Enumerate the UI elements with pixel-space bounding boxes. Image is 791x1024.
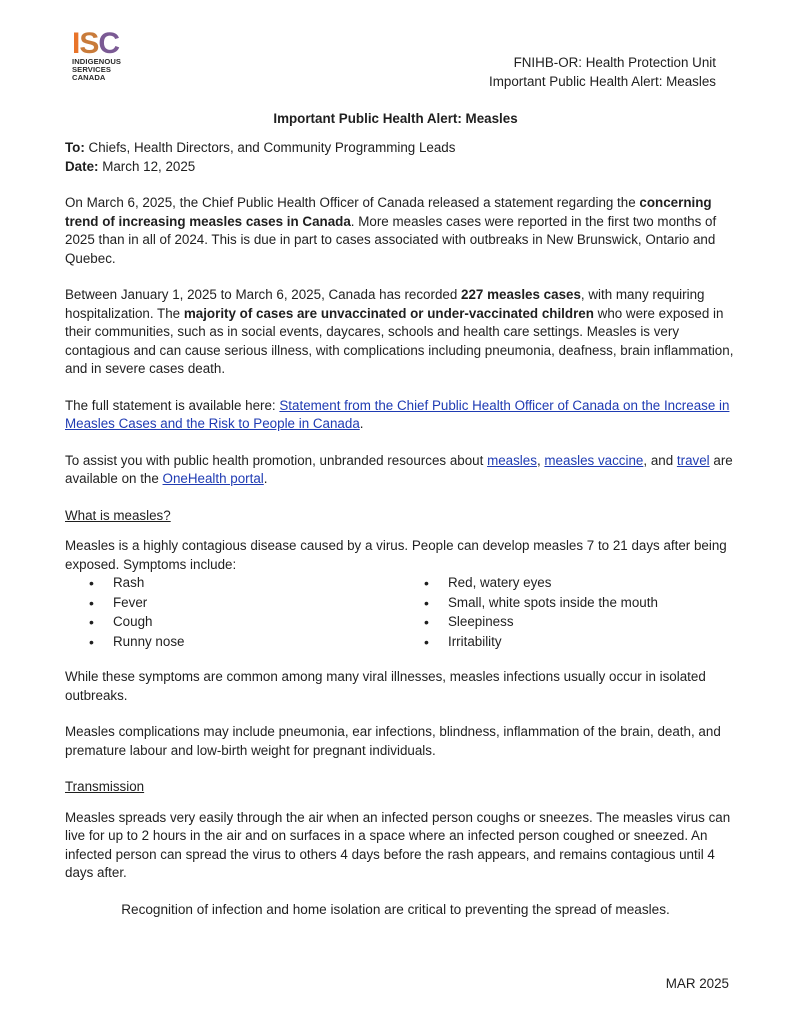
date-label: Date: bbox=[65, 158, 99, 174]
symptoms-list bbox=[65, 574, 735, 652]
list-item: • Irritability bbox=[400, 633, 735, 653]
list-item: • Cough bbox=[65, 613, 400, 633]
document-body bbox=[65, 139, 735, 937]
list-item: • Fever bbox=[65, 594, 400, 614]
paragraph-statement: On March 6, 2025, the Chief Public Health Officer of Canada released a statement regarding the concerning trend of increasing measles cases in Canada. More measles cases were reported in the first two months of 2025 than in all of 2024. This is due in part to cases associated with outbreaks in New Brunswick, Ontario and Quebec. bbox=[65, 195, 717, 266]
isc-logo-text: INDIGENOUS SERVICES CANADA bbox=[72, 57, 122, 82]
paragraph-outbreaks: While these symptoms are common among many viral illnesses, measles infections usually occur in isolated outbreaks. bbox=[65, 669, 706, 703]
memo-block bbox=[65, 139, 735, 176]
paragraph-resources: To assist you with public health promotion, unbranded resources about measles, measles vaccine, and travel are available on the OneHealth portal. bbox=[65, 452, 733, 486]
date-value: March 12, 2025 bbox=[98, 158, 196, 174]
travel-link[interactable]: travel bbox=[676, 452, 710, 468]
statement-link[interactable]: Statement from the Chief Public Health Officer of Canada on the Increase in Measles Cases and the Risk to People in Canada bbox=[65, 397, 730, 431]
isc-logo-mark: ISC bbox=[72, 27, 120, 60]
to-value: Chiefs, Health Directors, and Community Programming Leads bbox=[84, 140, 456, 155]
page-title: Important Public Health Alert: Measles bbox=[273, 111, 518, 126]
list-item: • Red, watery eyes bbox=[400, 574, 735, 594]
symptoms-right-column bbox=[400, 574, 735, 652]
list-item: • Small, white spots inside the mouth bbox=[400, 594, 735, 614]
to-label: To: bbox=[65, 140, 85, 155]
what-is-measles-heading: What is measles? bbox=[65, 507, 171, 523]
symptoms-left-column bbox=[65, 574, 400, 652]
what-is-measles-intro: Measles is a highly contagious disease caused by a virus. People can develop measles 7 to 21 days after being exposed. Symptoms include: bbox=[65, 538, 727, 572]
measles-vaccine-link[interactable]: measles vaccine bbox=[544, 452, 644, 468]
paragraph-complications: Measles complications may include pneumonia, ear infections, blindness, inflammation of the brain, death, and premature labour and low-birth weight for pregnant individuals. bbox=[65, 724, 721, 758]
footer-date: MAR 2025 bbox=[665, 976, 729, 991]
paragraph-cases: Between January 1, 2025 to March 6, 2025, Canada has recorded 227 measles cases, with many requiring hospitalization. The majority of cases are unvaccinated or under-vaccinated children who were exposed in their communities, such as in social events, daycares, schools and health care settings. Measles is very contagious and can cause serious illness, with complications including pneumonia, deafness, brain inflammation, and in severe cases death. bbox=[65, 287, 734, 376]
onehealth-portal-link[interactable]: OneHealth portal bbox=[162, 471, 264, 486]
document-header bbox=[489, 53, 716, 91]
list-item: • Runny nose bbox=[65, 633, 400, 653]
isc-logo bbox=[72, 27, 142, 90]
measles-link[interactable]: measles bbox=[487, 452, 537, 468]
paragraph-transmission: Measles spreads very easily through the air when an infected person coughs or sneezes. The measles virus can live for up to 2 hours in the air and on surfaces in a space where an infected person coughed or sneezed. An infected person can spread the virus to others 4 days before the rash appears, and remains contagious until 4 days after. bbox=[65, 809, 731, 880]
list-item: • Sleepiness bbox=[400, 613, 735, 633]
list-item: • Rash bbox=[65, 574, 400, 594]
header-unit: FNIHB-OR: Health Protection Unit bbox=[513, 55, 716, 70]
header-alert: Important Public Health Alert: Measles bbox=[489, 74, 716, 89]
paragraph-full-statement: The full statement is available here: Statement from the Chief Public Health Officer of Canada on the Increase in Measles Cases and the Risk to People in Canada. bbox=[65, 397, 730, 431]
transmission-heading: Transmission bbox=[65, 779, 145, 794]
closing-statement: Recognition of infection and home isolation are critical to preventing the spread of measles. bbox=[121, 901, 670, 917]
